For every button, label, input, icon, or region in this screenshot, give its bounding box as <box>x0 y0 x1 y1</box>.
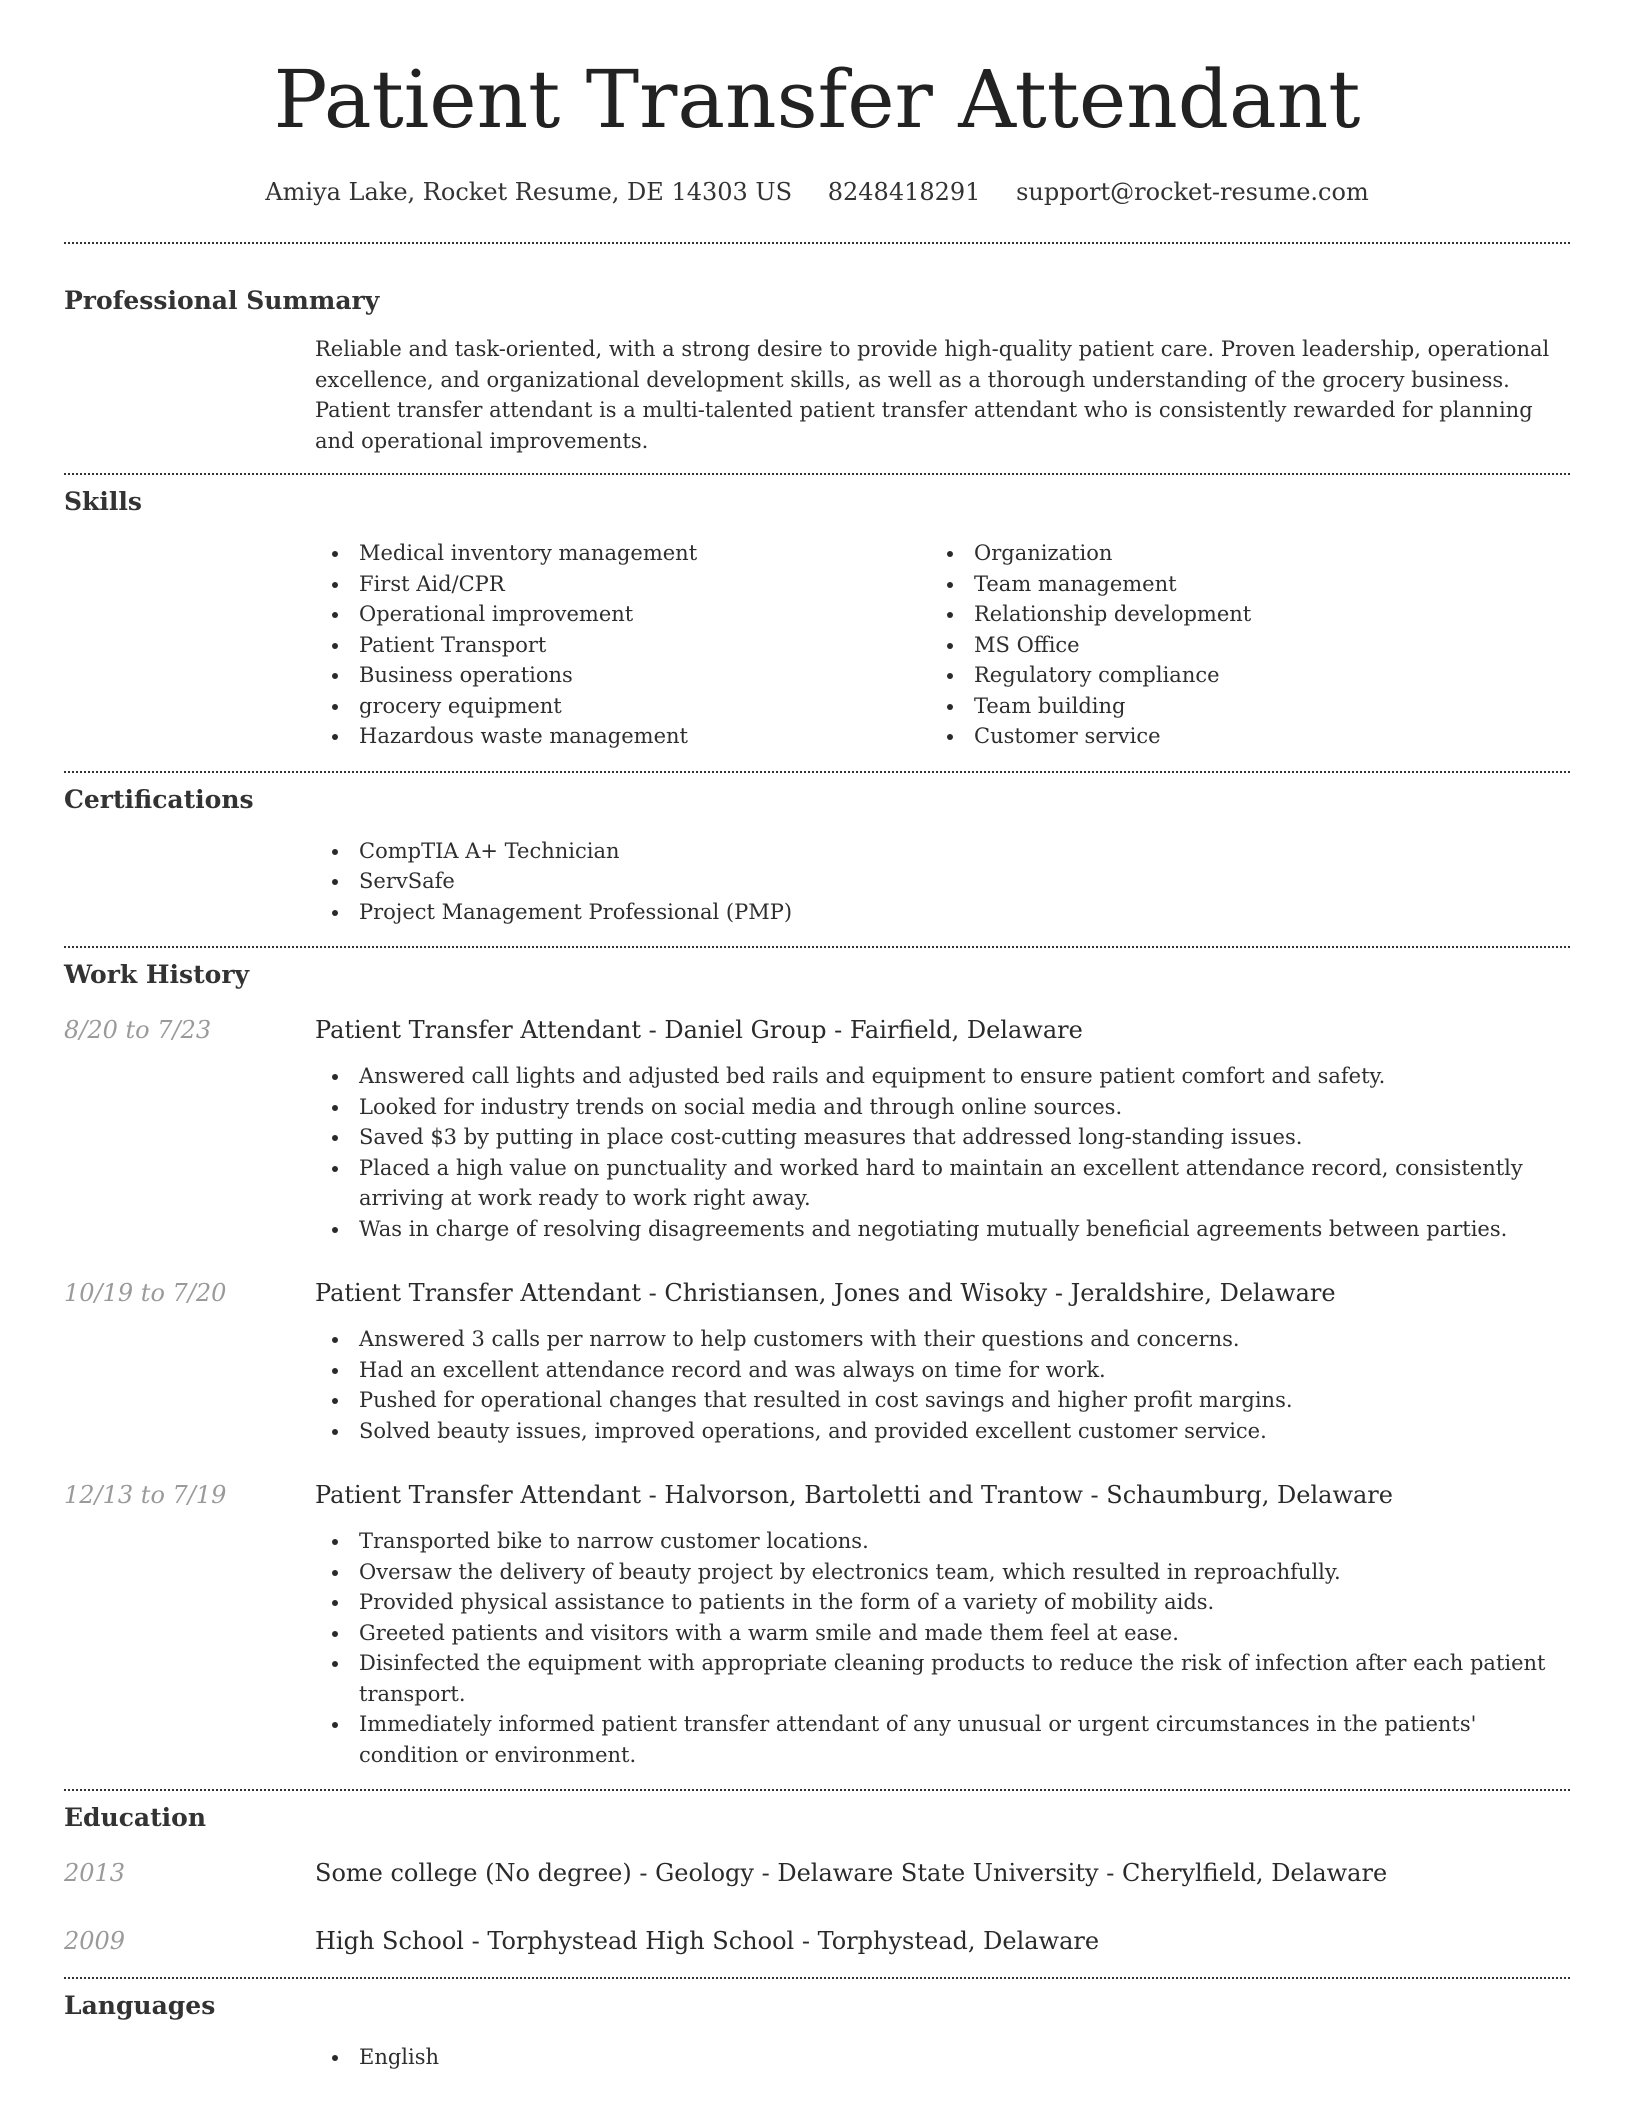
languages-list <box>315 2042 1570 2073</box>
certification-item: Project Management Professional (PMP) <box>315 897 1570 928</box>
section-title-education: Education <box>64 1803 207 1832</box>
job-bullet: Answered 3 calls per narrow to help customers with their questions and concerns. <box>315 1324 1570 1355</box>
job-bullet: Disinfected the equipment with appropriate cleaning products to reduce the risk of infection after each patient transport. <box>315 1648 1570 1709</box>
job-bullets <box>315 1324 1570 1446</box>
education-year: 2013 <box>64 1859 126 1887</box>
language-item: English <box>315 2042 1570 2073</box>
job-dates: 10/19 to 7/20 <box>64 1279 227 1307</box>
skill-item: Regulatory compliance <box>930 660 1545 691</box>
skill-item: Business operations <box>315 660 930 691</box>
job-dates: 8/20 to 7/23 <box>64 1016 212 1044</box>
skill-item: MS Office <box>930 630 1545 661</box>
education-text: High School - Torphystead High School - Torphystead, Delaware <box>315 1927 1100 1955</box>
education-entry <box>64 1924 1570 1958</box>
job-bullet: Transported bike to narrow customer locations. <box>315 1526 1570 1557</box>
certifications-section <box>64 773 1570 928</box>
resume-title: Patient Transfer Attendant <box>273 53 1361 146</box>
skill-item: Team building <box>930 691 1545 722</box>
skill-item: Patient Transport <box>315 630 930 661</box>
job-bullet: Placed a high value on punctuality and worked hard to maintain an excellent attendance record, consistently arriving at work ready to work right away. <box>315 1153 1570 1214</box>
section-title-languages: Languages <box>64 1991 216 2020</box>
section-title-certifications: Certifications <box>64 784 254 814</box>
job-bullets <box>315 1061 1570 1244</box>
skill-item: Team management <box>930 569 1545 600</box>
job-bullet: Immediately informed patient transfer attendant of any unusual or urgent circumstances in the patients' condition or environment. <box>315 1709 1570 1770</box>
skill-item: Organization <box>930 538 1545 569</box>
skill-item: Customer service <box>930 721 1545 752</box>
job-bullet: Solved beauty issues, improved operations, and provided excellent customer service. <box>315 1416 1570 1447</box>
skill-item: Medical inventory management <box>315 538 930 569</box>
section-title-work-history: Work History <box>64 960 250 989</box>
education-text: Some college (No degree) - Geology - Delaware State University - Cherylfield, Delaware <box>315 1859 1388 1887</box>
certifications-list <box>315 836 1570 928</box>
skills-section <box>64 475 1570 752</box>
job-bullet: Saved $3 by putting in place cost-cutting measures that addressed long-standing issues. <box>315 1122 1570 1153</box>
education-section <box>64 1791 1570 1958</box>
skill-item: grocery equipment <box>315 691 930 722</box>
skill-item: First Aid/CPR <box>315 569 930 600</box>
contact-line <box>64 176 1570 208</box>
summary-text: Reliable and task-oriented, with a strong desire to provide high-quality patient care. Proven leadership, operational excellence, and organizational development skills, as well as a thorough understanding of the grocery business. Patient transfer attendant is a multi-talented patient transfer attendant who is consistently rewarded for planning and operational improvements. <box>315 337 1550 453</box>
resume-page <box>64 0 1570 2073</box>
job-bullet: Had an excellent attendance record and was always on time for work. <box>315 1355 1570 1386</box>
contact-phone: 8248418291 <box>827 178 981 206</box>
summary-section <box>64 244 1570 456</box>
job-bullet: Provided physical assistance to patients in the form of a variety of mobility aids. <box>315 1587 1570 1618</box>
job-bullet: Pushed for operational changes that resulted in cost savings and higher profit margins. <box>315 1385 1570 1416</box>
section-title-summary: Professional Summary <box>64 286 380 315</box>
section-title-skills: Skills <box>64 487 142 516</box>
job-heading: Patient Transfer Attendant - Christiansen, Jones and Wisoky - Jeraldshire, Delaware <box>315 1279 1336 1307</box>
languages-section <box>64 1979 1570 2073</box>
job-bullet: Answered call lights and adjusted bed rails and equipment to ensure patient comfort and safety. <box>315 1061 1570 1092</box>
job-heading: Patient Transfer Attendant - Daniel Group - Fairfield, Delaware <box>315 1016 1083 1044</box>
job-bullet: Looked for industry trends on social media and through online sources. <box>315 1092 1570 1123</box>
work-history-section <box>64 948 1570 1770</box>
education-year: 2009 <box>64 1927 126 1955</box>
job-bullet: Was in charge of resolving disagreements and negotiating mutually beneficial agreements between parties. <box>315 1214 1570 1245</box>
skill-item: Operational improvement <box>315 599 930 630</box>
skills-list-right <box>930 538 1545 752</box>
job-bullets <box>315 1526 1570 1770</box>
contact-email: support@rocket-resume.com <box>1016 178 1369 206</box>
job-bullet: Oversaw the delivery of beauty project by electronics team, which resulted in reproachfully. <box>315 1557 1570 1588</box>
contact-address: Amiya Lake, Rocket Resume, DE 14303 US <box>265 178 793 206</box>
education-entry <box>64 1856 1570 1890</box>
certification-item: ServSafe <box>315 866 1570 897</box>
job-heading: Patient Transfer Attendant - Halvorson, Bartoletti and Trantow - Schaumburg, Delaware <box>315 1481 1393 1509</box>
job-dates: 12/13 to 7/19 <box>64 1481 227 1509</box>
skills-list-left <box>315 538 930 752</box>
job-entry <box>64 1478 1570 1770</box>
job-entry <box>64 1013 1570 1244</box>
job-entry <box>64 1276 1570 1446</box>
certification-item: CompTIA A+ Technician <box>315 836 1570 867</box>
job-bullet: Greeted patients and visitors with a warm smile and made them feel at ease. <box>315 1618 1570 1649</box>
skill-item: Relationship development <box>930 599 1545 630</box>
skills-columns <box>315 538 1570 752</box>
skill-item: Hazardous waste management <box>315 721 930 752</box>
